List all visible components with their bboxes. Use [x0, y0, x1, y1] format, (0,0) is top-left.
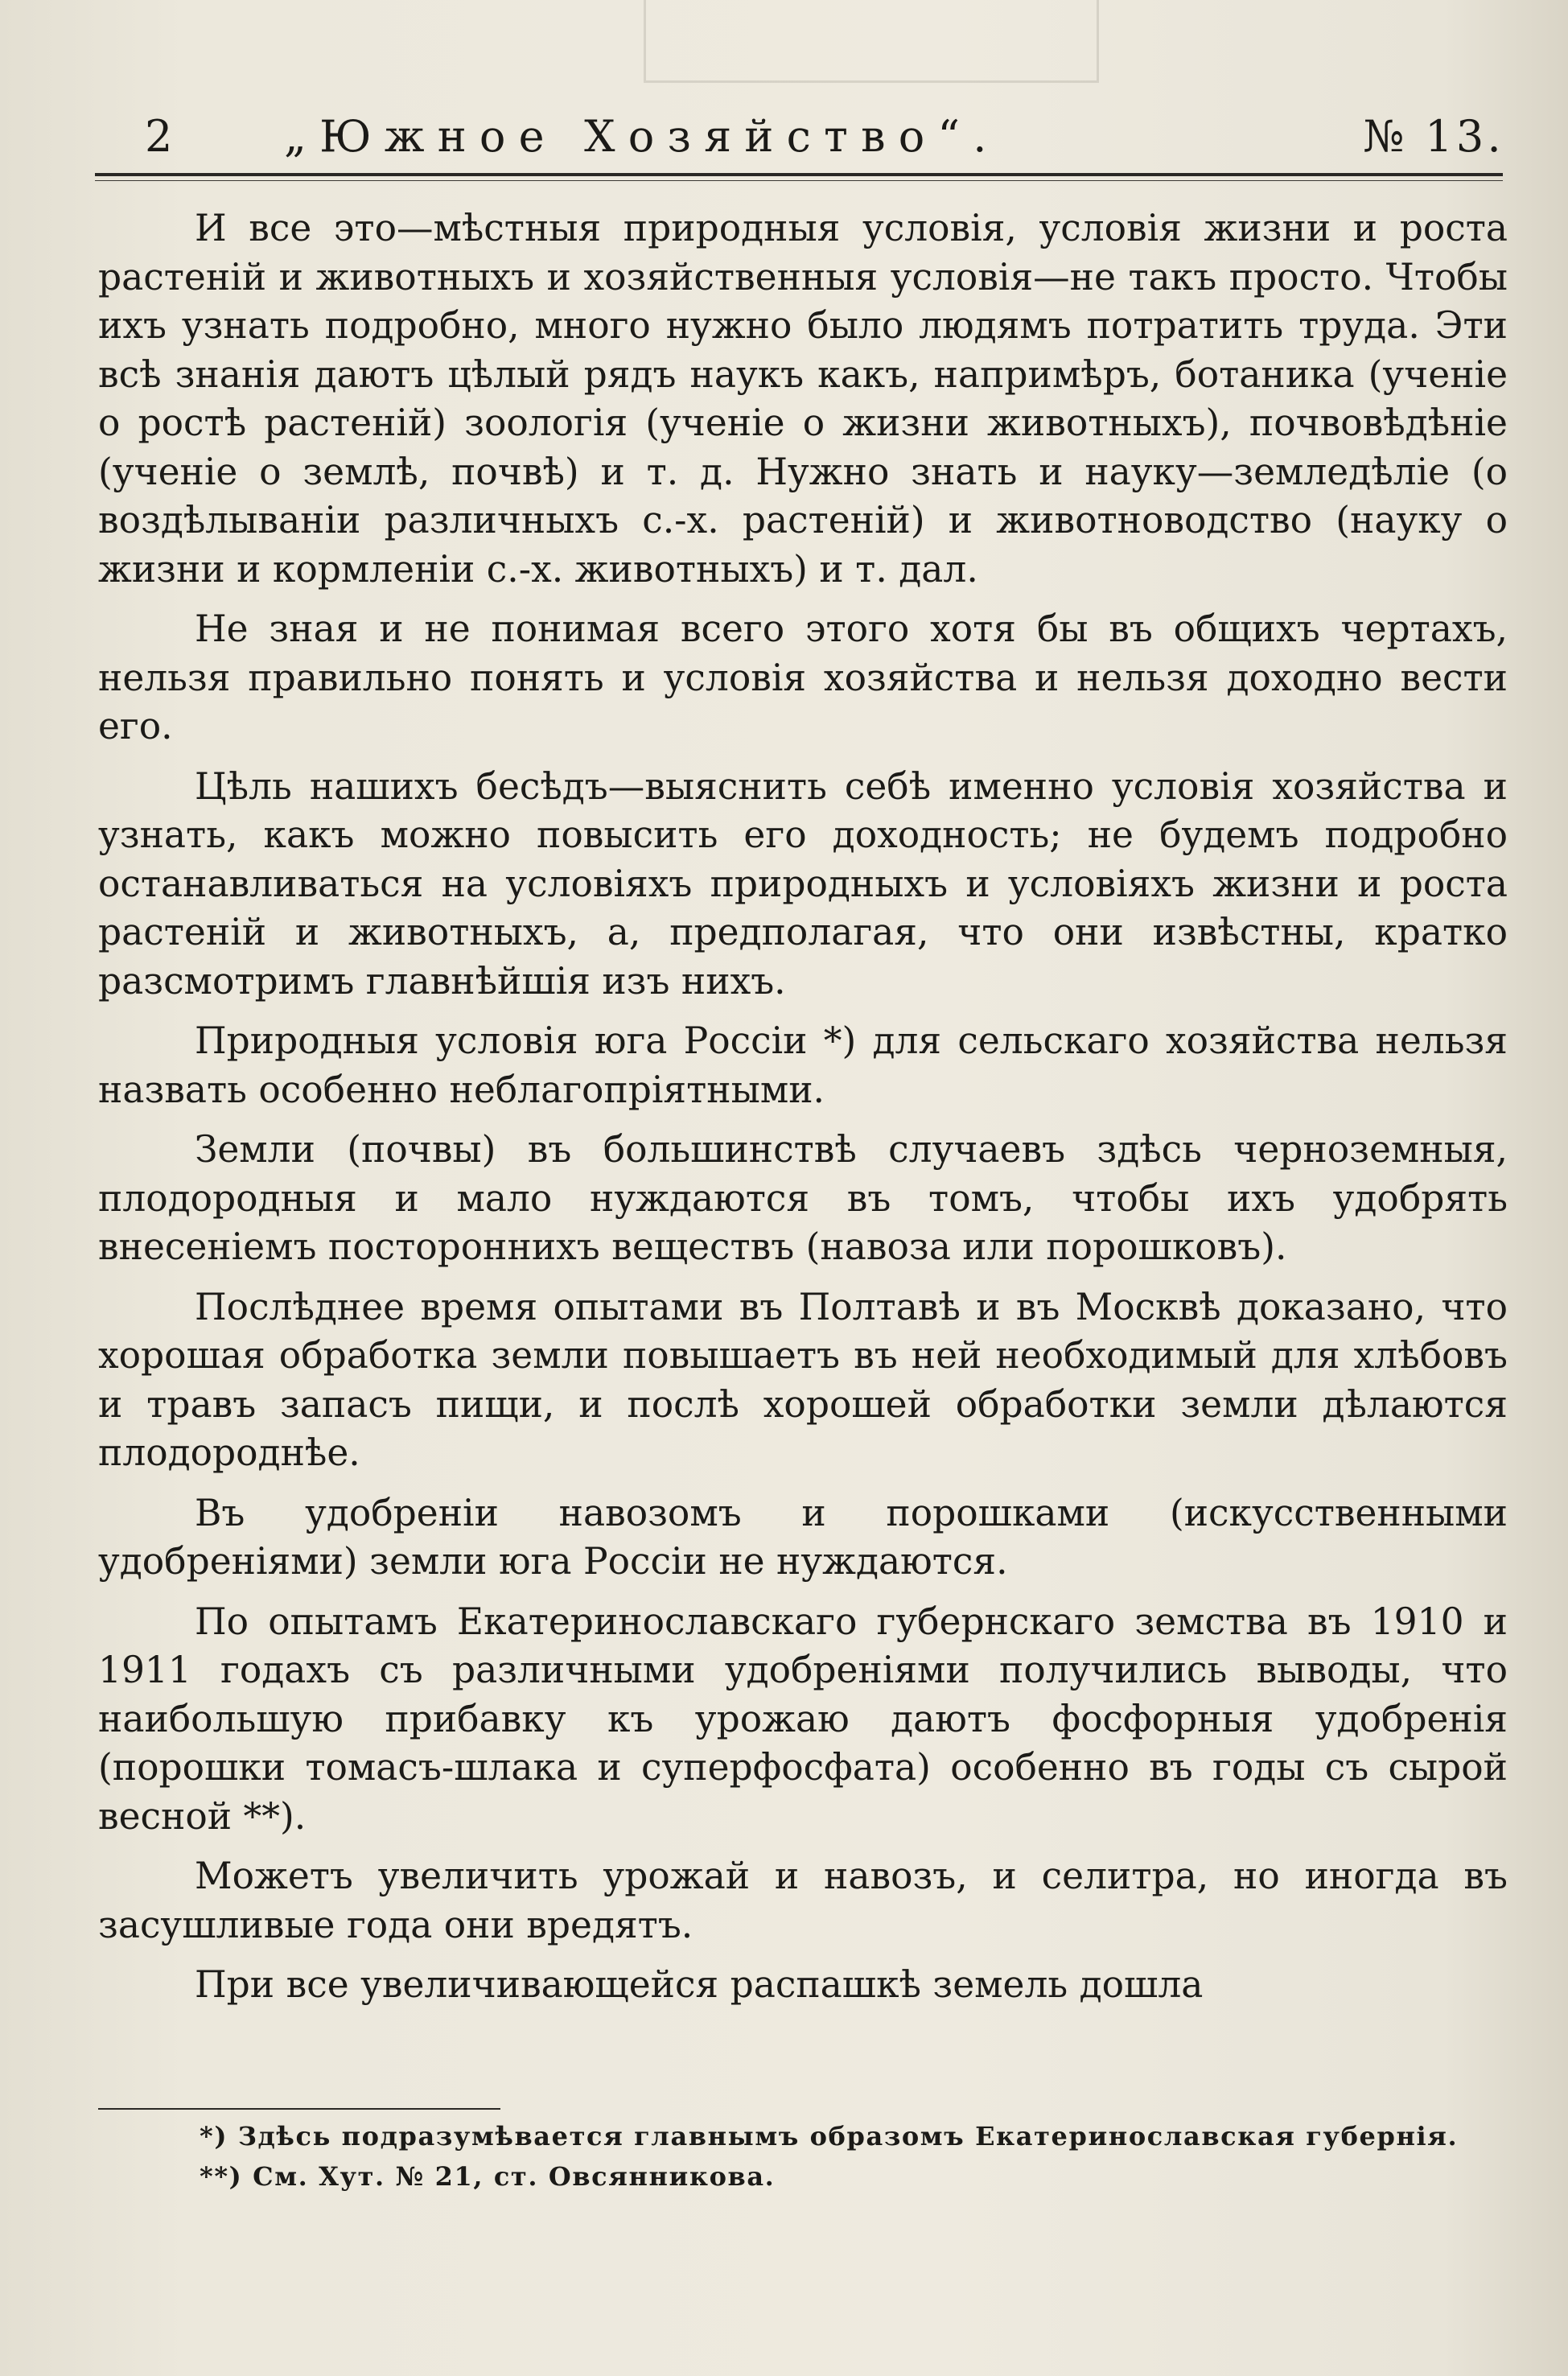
issue-number: № 13.	[1363, 111, 1504, 162]
library-stamp-bleed	[644, 0, 1099, 83]
paragraph: По опытамъ Екатеринославскаго губернскаго земства въ 1910 и 1911 годахъ съ различными удобреніями получились выводы, что наибольшую прибавку къ урожаю даютъ фосфорныя удобренія (порошки томасъ-шлака и суперфосфата) особенно въ годы съ сырой весной **).	[98, 1600, 1508, 1838]
paragraph: Въ удобреніи навозомъ и порошками (искусственными удобреніями) земли юга Россіи не нуждаются.	[98, 1491, 1508, 1583]
paragraph: Земли (почвы) въ большинствѣ случаевъ здѣсь черноземныя, плодородныя и мало нуждаются въ томъ, чтобы ихъ удобрять внесеніемъ постороннихъ веществъ (навоза или порошковъ).	[98, 1128, 1508, 1268]
footnotes	[200, 2116, 1503, 2197]
paragraph: Природныя условія юга Россіи *) для сельскаго хозяйства нельзя назвать особенно неблагопріятными.	[98, 1019, 1508, 1111]
page-number: 2	[145, 111, 174, 162]
article-body	[98, 204, 1508, 2010]
paragraph: Послѣднее время опытами въ Полтавѣ и въ Москвѣ доказано, что хорошая обработка земли повышаетъ въ ней необходимый для хлѣбовъ и травъ запасъ пищи, и послѣ хорошей обработки земли дѣлаются плодороднѣе.	[98, 1285, 1508, 1474]
footnote-1: *) Здѣсь подразумѣвается главнымъ образомъ Екатеринославская губернія.	[200, 2121, 1459, 2152]
paragraph: Цѣль нашихъ бесѣдъ—выяснить себѣ именно условія хозяйства и узнать, какъ можно повысить его доходность; не будемъ подробно останавливаться на условіяхъ природныхъ и условіяхъ жизни и роста растеній и животныхъ, а, предполагая, что они извѣстны, кратко разсмотримъ главнѣйшія изъ нихъ.	[98, 764, 1508, 1003]
journal-title: „Южное Хозяйство“.	[284, 111, 1000, 162]
running-header	[95, 111, 1504, 167]
paragraph-continued: При все увеличивающейся распашкѣ земель дошла	[195, 1963, 1204, 2006]
footnote-2: **) См. Хут. № 21, ст. Овсянникова.	[200, 2161, 776, 2192]
header-rule-thin	[95, 180, 1503, 181]
paragraph: Не зная и не понимая всего этого хотя бы въ общихъ чертахъ, нельзя правильно понять и условія хозяйства и нельзя доходно вести его.	[98, 607, 1508, 747]
paragraph: И все это—мѣстныя природныя условія, условія жизни и роста растеній и животныхъ и хозяйственныя условія—не такъ просто. Чтобы ихъ узнать подробно, много нужно было людямъ потратить труда. Эти всѣ знанія даютъ цѣлый рядъ наукъ какъ, напримѣръ, ботаника (ученіе о ростѣ растеній) зоологія (ученіе о жизни животныхъ), почвовѣдѣніе (ученіе о землѣ, почвѣ) и т. д. Нужно знать и науку—земледѣліе (о воздѣлываніи различныхъ с.-х. растеній) и животноводство (науку о жизни и кормленіи с.-х. животныхъ) и т. дал.	[98, 207, 1508, 591]
header-rule-thick	[95, 173, 1503, 176]
paragraph: Можетъ увеличить урожай и навозъ, и селитра, но иногда въ засушливые года они вредятъ.	[98, 1855, 1508, 1946]
footnote-rule	[98, 2108, 500, 2110]
